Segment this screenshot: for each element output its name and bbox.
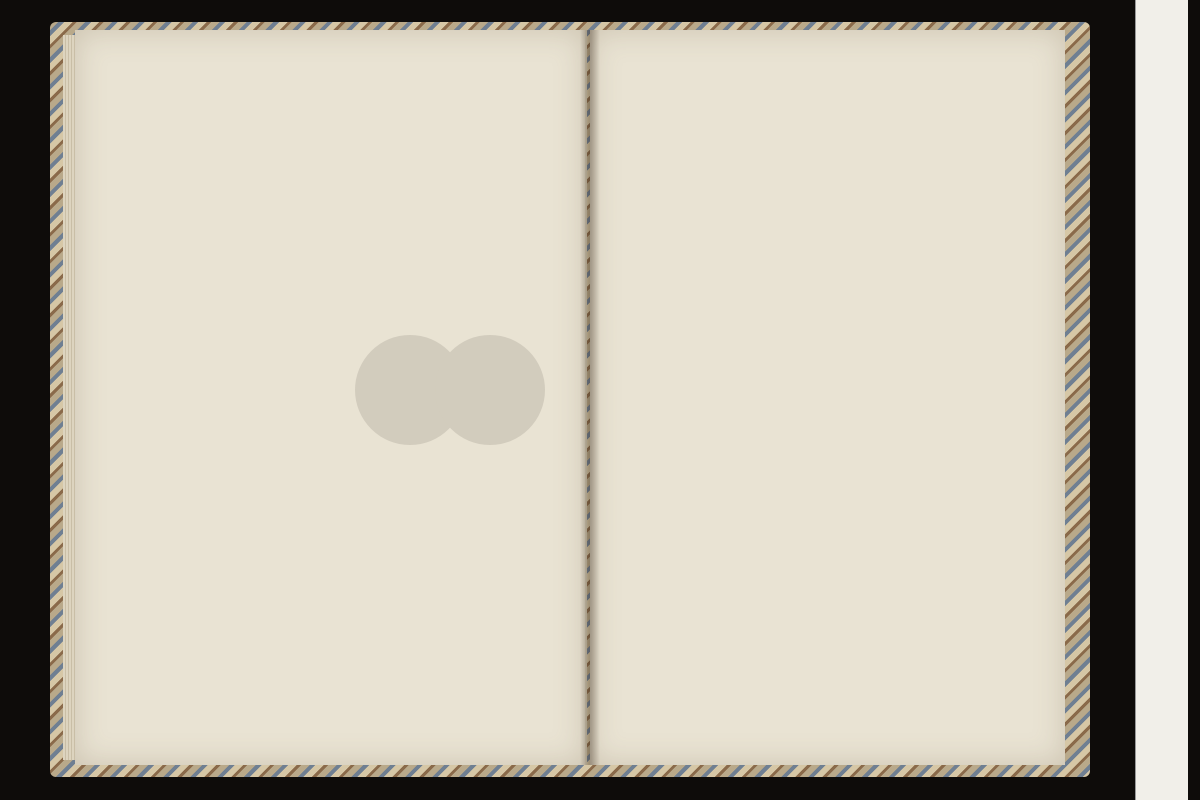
book-gutter <box>580 30 600 765</box>
right-page <box>590 30 1065 765</box>
left-page <box>75 30 587 765</box>
measurement-ruler <box>1135 0 1188 800</box>
